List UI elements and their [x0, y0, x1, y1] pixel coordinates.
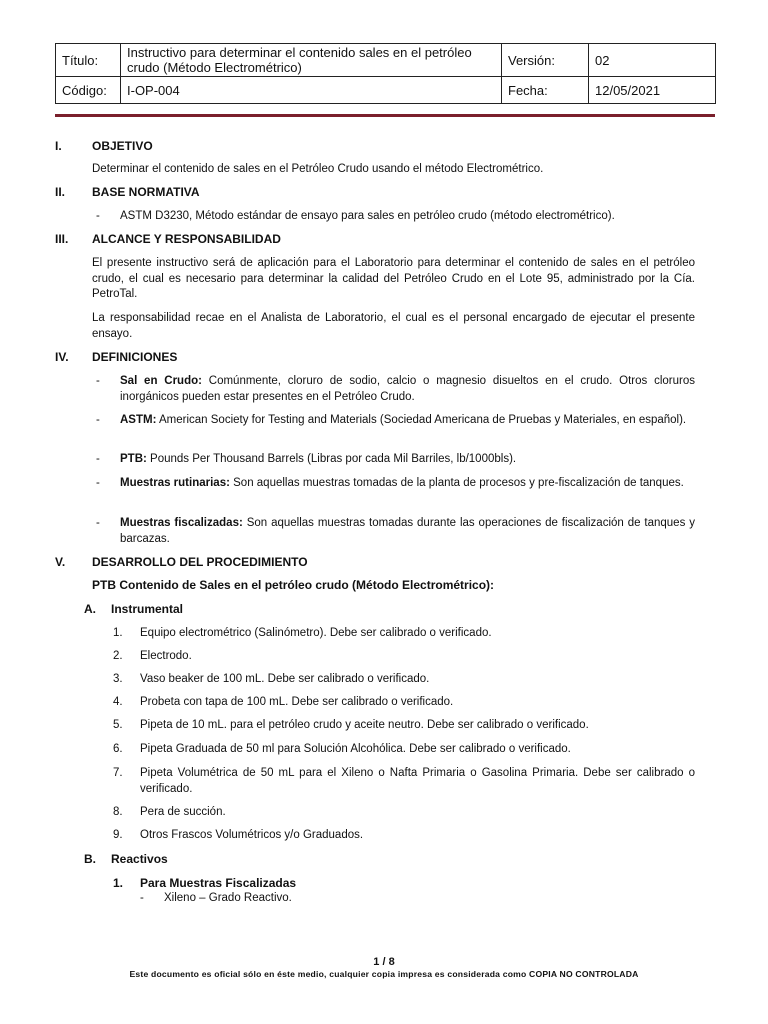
page-number: 1 / 8	[373, 956, 395, 968]
list-item: 4. Probeta con tapa de 100 mL. Debe ser calibrado o verificado.	[113, 696, 454, 708]
definition-item: - ASTM: American Society for Testing and Materials (Sociedad Americana de Pruebas y Materiales, en español).	[96, 414, 687, 426]
definition-item: - Muestras rutinarias: Son aquellas muestras tomadas de la planta de procesos y pre-fiscalización de tanques.	[96, 477, 684, 489]
list-item: 7. Pipeta Volumétrica de 50 mL para el Xileno o Nafta Primaria o Gasolina Primaria. Debe ser calibrado o verificado.	[113, 767, 695, 795]
alcance-paragraph: El presente instructivo será de aplicación para el Laboratorio para determinar el contenido de sales en el petróleo crudo, el cual es necesario para determinar la calidad del Petróleo Crudo en el Lote 95, administrado por la Cía. PetroTal.	[92, 257, 695, 300]
list-item: - Xileno – Grado Reactivo.	[140, 892, 292, 904]
responsabilidad-paragraph: La responsabilidad recae en el Analista de Laboratorio, el cual es el personal encargado de ejecutar el presente ensayo.	[92, 312, 695, 340]
definition-item: - Sal en Crudo: Comúnmente, cloruro de sodio, calcio o magnesio disueltos en el crudo. Otros cloruros inorgánicos pueden estar presentes en el Petróleo Crudo.	[96, 375, 695, 403]
section-heading-definiciones: IV. DEFINICIONES	[55, 350, 178, 364]
date-value: 12/05/2021	[589, 77, 716, 104]
list-item: 2. Electrodo.	[113, 650, 192, 662]
section-heading-desarrollo: V. DESARROLLO DEL PROCEDIMIENTO	[55, 555, 308, 569]
procedure-subtitle: PTB Contenido de Sales en el petróleo crudo (Método Electrométrico):	[92, 578, 495, 592]
section-heading-base-normativa: II. BASE NORMATIVA	[55, 185, 200, 199]
footer-disclaimer: Este documento es oficial sólo en éste medio, cualquier copia impresa es considerada como COPIA NO CONTROLADA	[129, 969, 639, 979]
header-divider	[55, 114, 715, 117]
subsection-heading-instrumental: A. Instrumental	[84, 602, 184, 616]
objetivo-text: Determinar el contenido de sales en el Petróleo Crudo usando el método Electrométrico.	[92, 163, 544, 175]
version-value: 02	[589, 44, 716, 77]
section-heading-alcance: III. ALCANCE Y RESPONSABILIDAD	[55, 232, 281, 246]
date-label: Fecha:	[502, 77, 589, 104]
list-item: 5. Pipeta de 10 mL. para el petróleo crudo y aceite neutro. Debe ser calibrado o verificado.	[113, 719, 589, 731]
code-value: I-OP-004	[121, 77, 502, 104]
definition-item: - PTB: Pounds Per Thousand Barrels (Libras por cada Mil Barriles, lb/1000bls).	[96, 453, 517, 465]
section-heading-objetivo: I. OBJETIVO	[55, 139, 153, 153]
definition-item: - Muestras fiscalizadas: Son aquellas muestras tomadas durante las operaciones de fiscalización de tanques y barcazas.	[96, 517, 695, 545]
list-item: 1. Equipo electrométrico (Salinómetro). Debe ser calibrado o verificado.	[113, 627, 492, 639]
title-label: Título:	[56, 44, 121, 77]
document-header-table	[55, 43, 716, 104]
list-item: 8. Pera de succión.	[113, 806, 226, 818]
list-item: - ASTM D3230, Método estándar de ensayo para sales en petróleo crudo (método electrométrico).	[96, 210, 615, 222]
list-item: 6. Pipeta Graduada de 50 ml para Solución Alcohólica. Debe ser calibrado o verificado.	[113, 743, 571, 755]
version-label: Versión:	[502, 44, 589, 77]
subsection-heading-reactivos: B. Reactivos	[84, 852, 168, 866]
list-item: 9. Otros Frascos Volumétricos y/o Graduados.	[113, 829, 364, 841]
reactivos-subheading-fiscalizadas: 1. Para Muestras Fiscalizadas	[113, 876, 297, 890]
code-label: Código:	[56, 77, 121, 104]
list-item: 3. Vaso beaker de 100 mL. Debe ser calibrado o verificado.	[113, 673, 430, 685]
title-value: Instructivo para determinar el contenido sales en el petróleo crudo (Método Electrométrico)	[121, 44, 502, 77]
